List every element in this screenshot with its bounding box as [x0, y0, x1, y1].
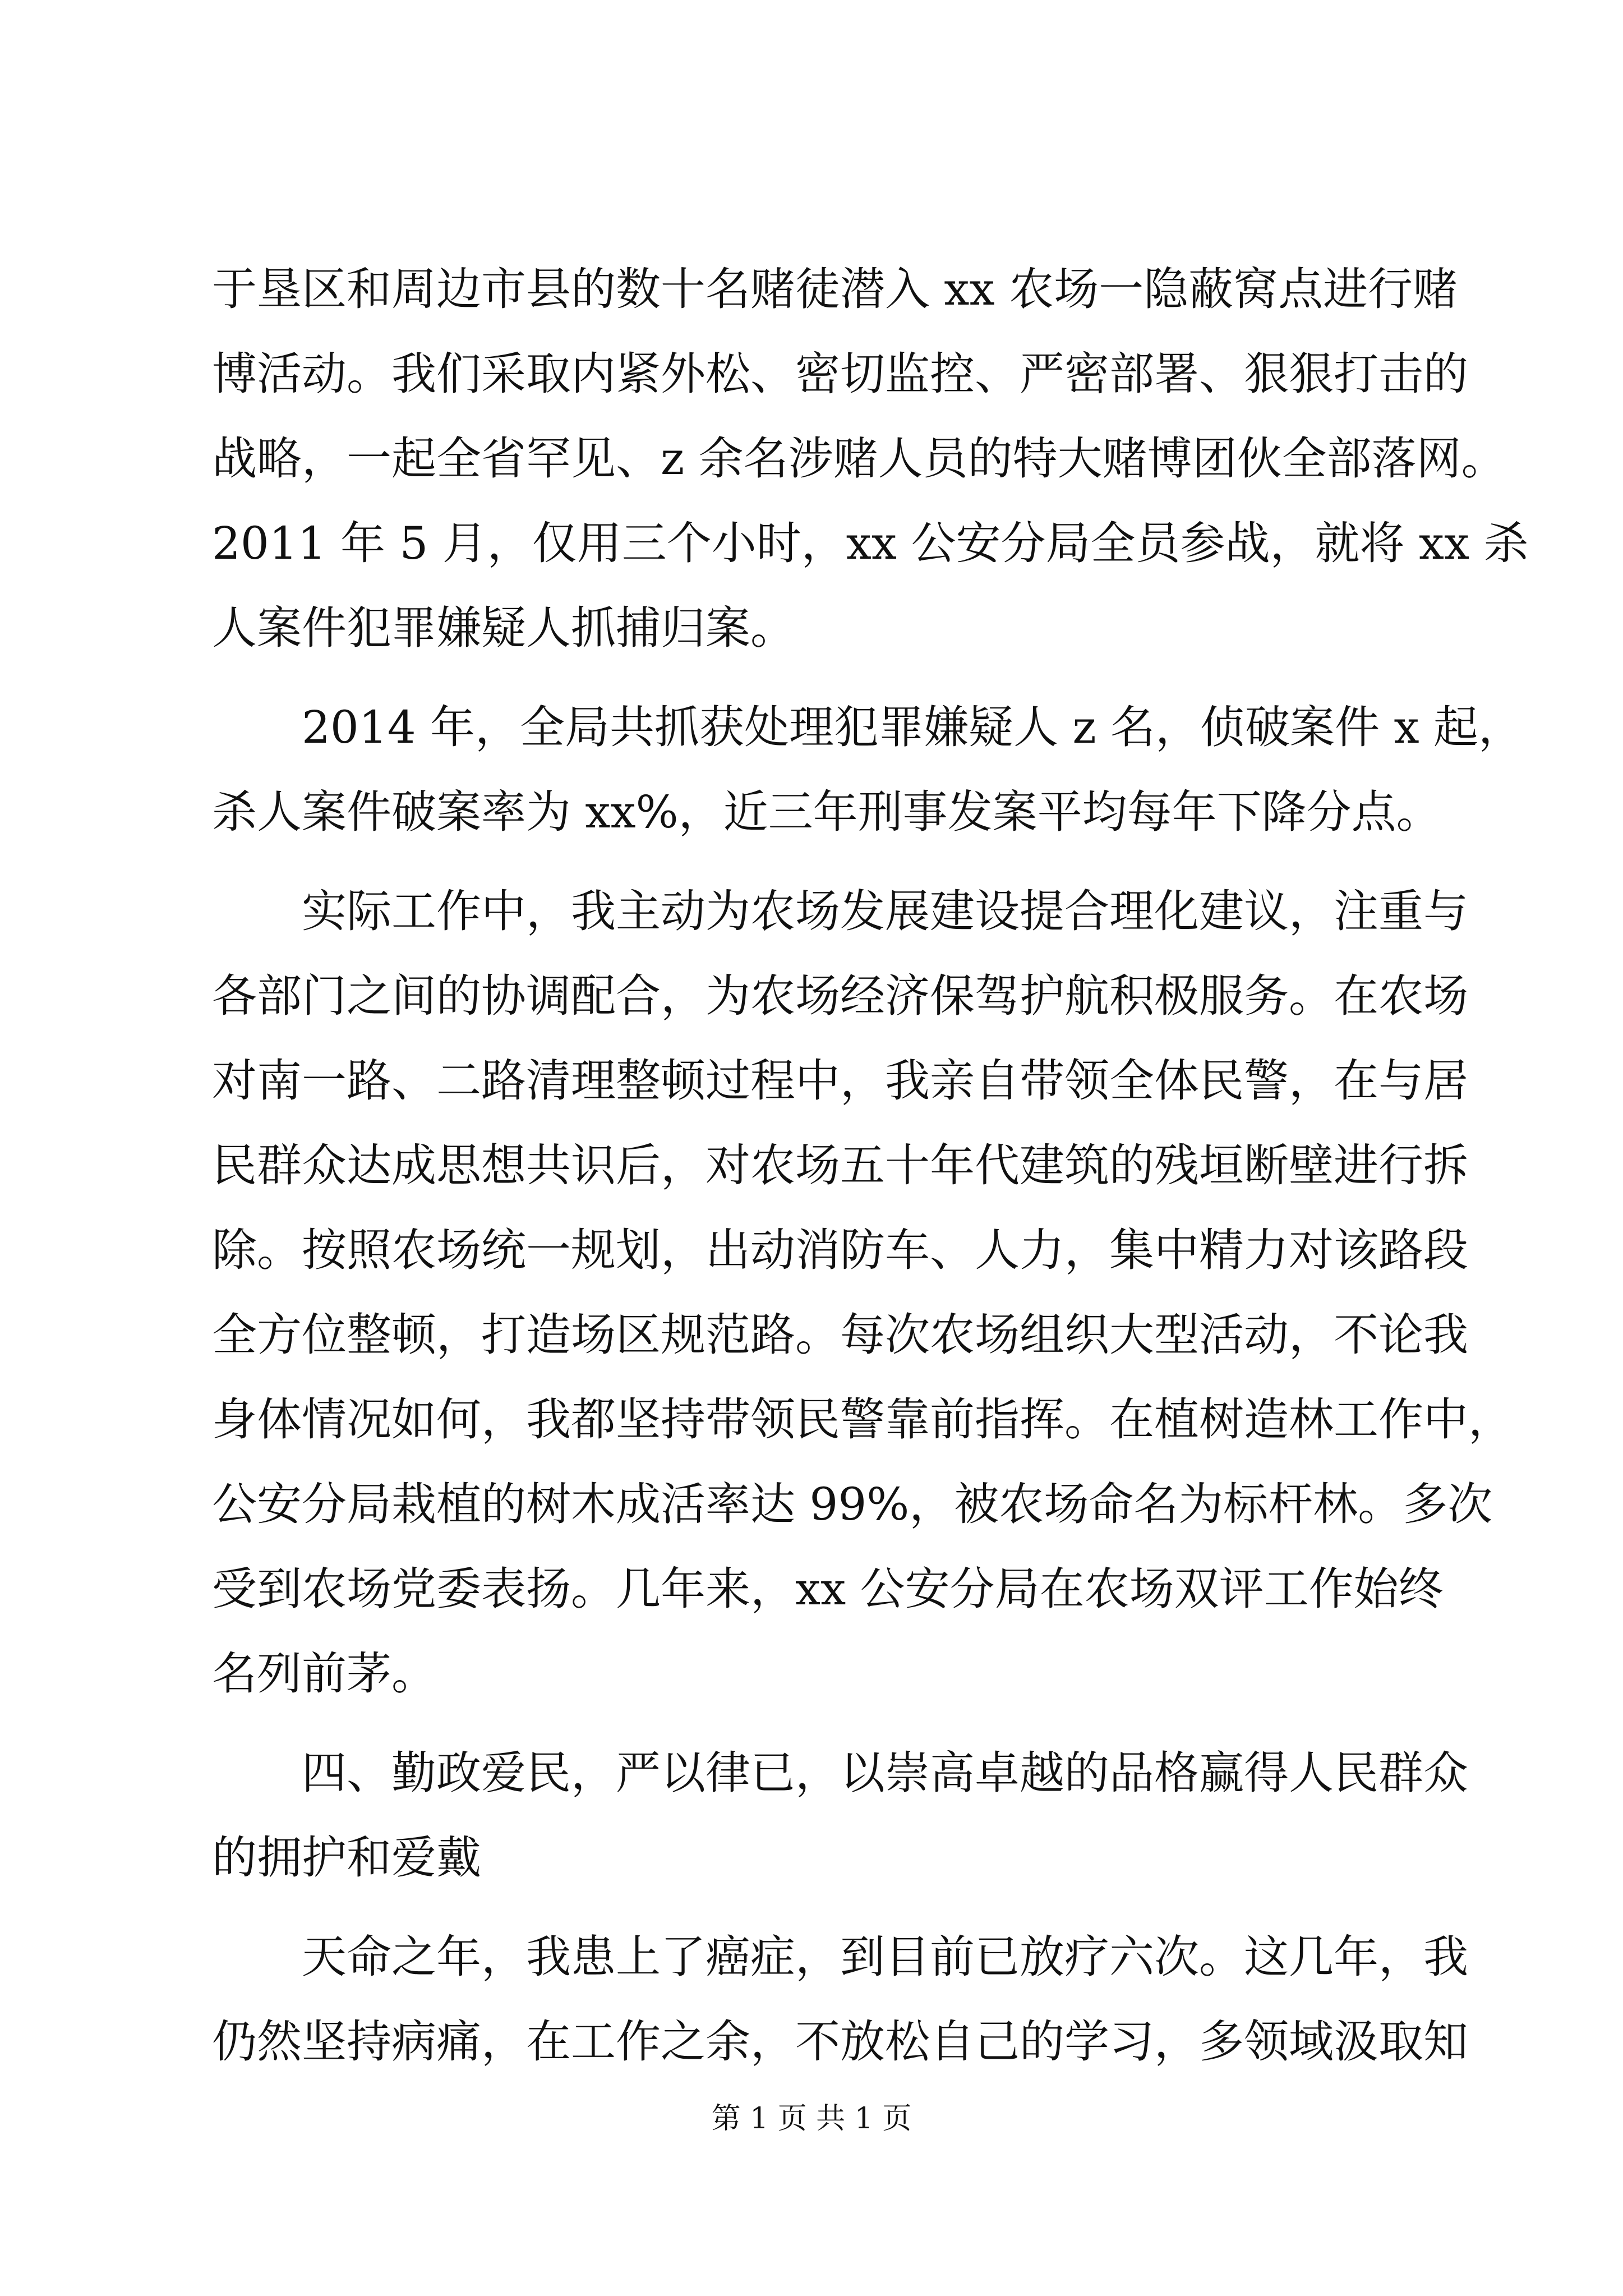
paragraph-gap [212, 1716, 1423, 1731]
text-line: 公安分局栽植的树木成活率达 99%，被农场命名为标杆林。多次 [212, 1478, 1493, 1530]
text-line: 博活动。我们采取内紧外松、密切监控、严密部署、狠狠打击的 [212, 348, 1468, 400]
text-line: 于垦区和周边市县的数十名赌徒潜入 xx 农场一隐蔽窝点进行赌 [212, 263, 1458, 315]
paragraph-gap [212, 670, 1423, 685]
text-line: 名列前茅。 [212, 1648, 436, 1700]
text-line: 战略，一起全省罕见、z 余名涉赌人员的特大赌博团伙全部落网。 [212, 432, 1506, 485]
text-line: 天命之年，我患上了癌症，到目前已放疗六次。这几年，我 [302, 1931, 1468, 1983]
text-line: 2011 年 5 月，仅用三个小时，xx 公安分局全员参战，就将 xx 杀 [212, 517, 1529, 569]
text-line: 仍然坚持病痛，在工作之余，不放松自己的学习，多领域汲取知 [212, 2016, 1468, 2068]
text-line: 身体情况如何，我都坚持带领民警靠前指挥。在植树造林工作中， [212, 1393, 1513, 1446]
text-line: 2014 年，全局共抓获处理犯罪嫌疑人 z 名，侦破案件 x 起， [302, 701, 1524, 753]
page-footer: 第 1 页 共 1 页 [711, 2102, 912, 2136]
paragraph-gap [212, 854, 1423, 869]
text-line: 对南一路、二路清理整顿过程中，我亲自带领全体民警，在与居 [212, 1055, 1468, 1107]
text-line: 民群众达成思想共识后，对农场五十年代建筑的残垣断壁进行拆 [212, 1139, 1468, 1191]
text-line: 的拥护和爱戴 [212, 1832, 481, 1884]
paragraph-gap [212, 1900, 1423, 1915]
text-line: 实际工作中，我主动为农场发展建设提合理化建议，注重与 [302, 885, 1468, 937]
document-body [212, 247, 1529, 2084]
text-line: 人案件犯罪嫌疑人抓捕归案。 [212, 602, 795, 654]
text-line: 全方位整顿，打造场区规范路。每次农场组织大型活动，不论我 [212, 1309, 1468, 1361]
text-line: 除。按照农场统一规划，出动消防车、人力，集中精力对该路段 [212, 1224, 1468, 1276]
text-line: 各部门之间的协调配合，为农场经济保驾护航积极服务。在农场 [212, 970, 1468, 1022]
text-line: 杀人案件破案率为 xx%，近三年刑事发案平均每年下降分点。 [212, 786, 1441, 838]
text-line: 四、勤政爱民，严以律已，以崇高卓越的品格赢得人民群众 [302, 1747, 1468, 1799]
text-line: 受到农场党委表扬。几年来，xx 公安分局在农场双评工作始终 [212, 1563, 1444, 1615]
